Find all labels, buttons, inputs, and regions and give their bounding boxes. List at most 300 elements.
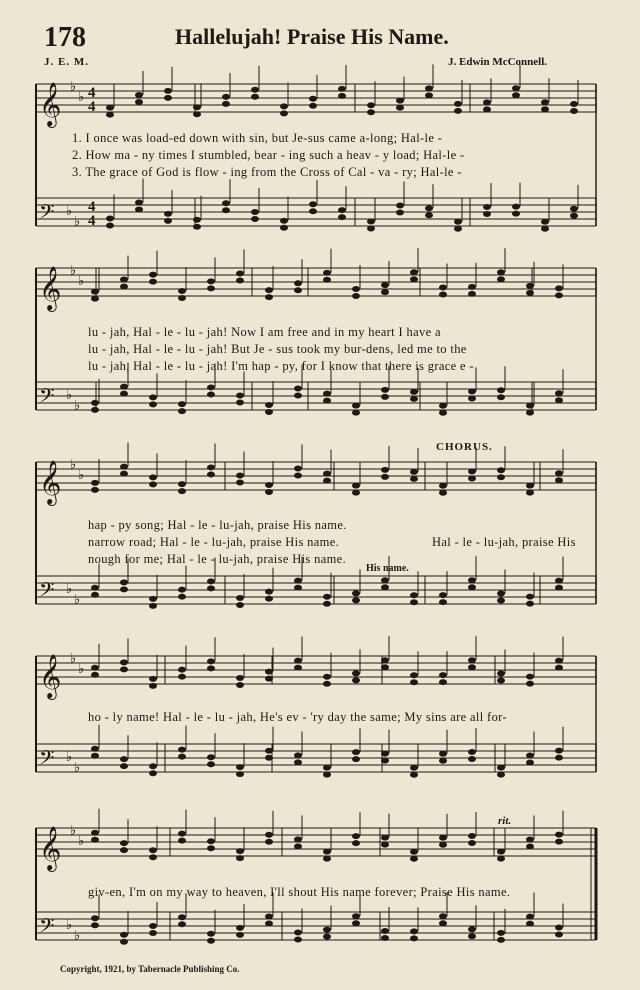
note-head (120, 763, 128, 769)
note-head (91, 746, 99, 752)
note-head (497, 598, 505, 604)
bass-clef-icon: 𝄢 (39, 384, 55, 412)
note-head (236, 682, 244, 688)
note-head (135, 207, 143, 213)
note-head (512, 204, 520, 210)
note-head (251, 216, 259, 222)
note-head (439, 599, 447, 605)
note-head (410, 672, 418, 678)
note-head (236, 480, 244, 486)
note-head (207, 754, 215, 760)
time-signature: 4 (88, 99, 96, 115)
note-head (555, 578, 563, 584)
note-head (381, 577, 389, 583)
note-head (178, 754, 186, 760)
note-head (555, 931, 563, 937)
flat-sign-icon: ♭ (74, 928, 81, 944)
note-head (468, 468, 476, 474)
note-head (222, 101, 230, 107)
note-head (323, 594, 331, 600)
note-head (439, 920, 447, 926)
note-head (555, 755, 563, 761)
note-head (323, 398, 331, 404)
note-head (106, 215, 114, 221)
note-head (526, 594, 534, 600)
flat-sign-icon: ♭ (74, 398, 81, 414)
author-credit: J. E. M. (44, 56, 89, 68)
note-head (555, 397, 563, 403)
note-head (439, 490, 447, 496)
note-head (236, 602, 244, 608)
note-head (352, 410, 360, 416)
note-head (120, 284, 128, 290)
note-head (207, 845, 215, 851)
note-head (178, 408, 186, 414)
note-head (309, 201, 317, 207)
note-head (555, 832, 563, 838)
note-head (265, 669, 273, 675)
note-head (207, 384, 215, 390)
note-head (265, 409, 273, 415)
note-head (381, 842, 389, 848)
note-head (439, 403, 447, 409)
note-head (222, 94, 230, 100)
note-head (381, 928, 389, 934)
note-head (91, 753, 99, 759)
note-head (207, 578, 215, 584)
note-head (439, 835, 447, 841)
note-head (570, 206, 578, 212)
bass-clef-icon: 𝄢 (39, 578, 55, 606)
note-head (149, 394, 157, 400)
note-head (207, 278, 215, 284)
note-head (555, 477, 563, 483)
note-head (207, 838, 215, 844)
note-head (468, 833, 476, 839)
note-head (381, 474, 389, 480)
lyric-s3-verse3: nough for me; Hal - le - lu-jah, praise His name. (88, 552, 347, 566)
note-head (91, 592, 99, 598)
note-head (294, 843, 302, 849)
note-head (294, 836, 302, 842)
note-head (178, 921, 186, 927)
time-signature: 4 (88, 213, 96, 229)
note-head (352, 403, 360, 409)
note-head (207, 585, 215, 591)
note-head (526, 483, 534, 489)
note-head (439, 284, 447, 290)
note-head (178, 747, 186, 753)
note-head (512, 85, 520, 91)
bass-clef-icon: 𝄢 (39, 914, 55, 942)
note-head (526, 674, 534, 680)
note-head (294, 386, 302, 392)
note-head (338, 93, 346, 99)
note-head (396, 98, 404, 104)
note-head (410, 592, 418, 598)
note-head (164, 218, 172, 224)
note-head (338, 214, 346, 220)
note-head (323, 270, 331, 276)
note-head (120, 586, 128, 592)
note-head (352, 756, 360, 762)
note-head (236, 855, 244, 861)
note-head (497, 387, 505, 393)
note-head (178, 914, 186, 920)
note-head (526, 490, 534, 496)
note-head (541, 99, 549, 105)
note-head (149, 854, 157, 860)
bass-clef-icon: 𝄢 (39, 200, 55, 228)
bass-cue-text: His name. (366, 563, 409, 574)
note-head (149, 683, 157, 689)
note-head (410, 928, 418, 934)
note-head (541, 226, 549, 232)
note-head (352, 670, 360, 676)
note-head (570, 108, 578, 114)
note-head (381, 282, 389, 288)
note-head (149, 676, 157, 682)
note-head (149, 930, 157, 936)
note-head (294, 393, 302, 399)
note-head (468, 933, 476, 939)
note-head (91, 487, 99, 493)
note-head (468, 749, 476, 755)
note-head (91, 407, 99, 413)
note-head (265, 921, 273, 927)
flat-sign-icon: ♭ (74, 214, 81, 230)
flat-sign-icon: ♭ (66, 918, 73, 933)
bass-clef-icon: 𝄢 (39, 746, 55, 774)
note-head (352, 749, 360, 755)
note-head (120, 932, 128, 938)
note-head (236, 675, 244, 681)
lyric-s3-verse2: narrow road; Hal - le - lu-jah, praise His name. (88, 535, 340, 549)
note-head (294, 473, 302, 479)
note-head (338, 207, 346, 213)
note-head (555, 658, 563, 664)
note-head (497, 467, 505, 473)
note-head (149, 474, 157, 480)
note-head (149, 279, 157, 285)
note-head (309, 208, 317, 214)
note-head (207, 761, 215, 767)
note-head (251, 94, 259, 100)
note-head (265, 676, 273, 682)
flat-sign-icon: ♭ (70, 263, 77, 279)
note-head (323, 391, 331, 397)
note-head (555, 665, 563, 671)
lyric-s2-verse3: lu - jah, Hal - le - lu - jah! I'm hap - py, for I know that there is grace e - (88, 359, 474, 373)
note-head (135, 99, 143, 105)
note-head (425, 85, 433, 91)
note-head (512, 92, 520, 98)
note-head (439, 842, 447, 848)
time-signature: 4 (88, 199, 96, 215)
note-head (149, 272, 157, 278)
note-head (193, 104, 201, 110)
note-head (323, 765, 331, 771)
note-head (222, 207, 230, 213)
note-head (396, 202, 404, 208)
note-head (323, 856, 331, 862)
note-head (207, 285, 215, 291)
note-head (280, 218, 288, 224)
note-head (91, 672, 99, 678)
note-head (294, 585, 302, 591)
note-head (294, 578, 302, 584)
note-head (265, 832, 273, 838)
note-head (526, 914, 534, 920)
note-head (410, 765, 418, 771)
note-head (483, 99, 491, 105)
note-head (164, 95, 172, 101)
note-head (410, 389, 418, 395)
note-head (468, 395, 476, 401)
note-head (439, 751, 447, 757)
composer-credit: J. Edwin McConnell. (448, 56, 548, 68)
note-head (265, 589, 273, 595)
flat-sign-icon: ♭ (78, 90, 85, 105)
note-head (120, 464, 128, 470)
note-head (323, 772, 331, 778)
note-head (178, 488, 186, 494)
note-head (497, 276, 505, 282)
note-head (526, 843, 534, 849)
note-head (294, 658, 302, 664)
lyric-chorus-start: Hal - le - lu-jah, praise His (432, 535, 576, 549)
note-head (555, 470, 563, 476)
treble-clef-icon: 𝄞 (39, 266, 62, 310)
note-head (497, 678, 505, 684)
note-head (323, 934, 331, 940)
note-head (410, 599, 418, 605)
note-head (381, 935, 389, 941)
lyric-s1-verse1: 1. I once was load-ed down with sin, but Je-sus came a-long; Hal-le - (72, 131, 443, 145)
flat-sign-icon: ♭ (78, 274, 85, 289)
ritardando-mark: rit. (498, 815, 512, 827)
note-head (265, 482, 273, 488)
note-head (207, 658, 215, 664)
note-head (410, 856, 418, 862)
note-head (294, 287, 302, 293)
note-head (526, 921, 534, 927)
note-head (265, 839, 273, 845)
note-head (280, 225, 288, 231)
note-head (352, 490, 360, 496)
treble-clef-icon: 𝄞 (39, 654, 62, 698)
note-head (222, 200, 230, 206)
note-head (526, 681, 534, 687)
note-head (193, 217, 201, 223)
note-head (178, 587, 186, 593)
note-head (410, 276, 418, 282)
note-head (439, 410, 447, 416)
note-head (164, 88, 172, 94)
note-head (555, 839, 563, 845)
note-head (120, 384, 128, 390)
note-head (410, 935, 418, 941)
note-head (367, 109, 375, 115)
note-head (265, 402, 273, 408)
note-head (309, 96, 317, 102)
note-head (91, 922, 99, 928)
note-head (236, 271, 244, 277)
chorus-label: CHORUS. (436, 441, 493, 453)
note-head (396, 105, 404, 111)
note-head (468, 388, 476, 394)
note-head (381, 664, 389, 670)
note-head (410, 849, 418, 855)
note-head (512, 211, 520, 217)
note-head (294, 665, 302, 671)
note-head (555, 748, 563, 754)
note-head (454, 219, 462, 225)
note-head (468, 291, 476, 297)
note-head (294, 280, 302, 286)
note-head (236, 771, 244, 777)
note-head (149, 847, 157, 853)
flat-sign-icon: ♭ (70, 457, 77, 473)
note-head (468, 657, 476, 663)
note-head (468, 840, 476, 846)
flat-sign-icon: ♭ (66, 204, 73, 219)
note-head (251, 209, 259, 215)
note-head (236, 595, 244, 601)
note-head (410, 396, 418, 402)
note-head (439, 679, 447, 685)
note-head (352, 286, 360, 292)
flat-sign-icon: ♭ (66, 582, 73, 597)
note-head (381, 835, 389, 841)
note-head (91, 289, 99, 295)
flat-sign-icon: ♭ (70, 79, 77, 95)
note-head (294, 930, 302, 936)
note-head (207, 464, 215, 470)
note-head (468, 577, 476, 583)
note-head (265, 755, 273, 761)
note-head (497, 765, 505, 771)
note-head (207, 471, 215, 477)
note-head (439, 672, 447, 678)
note-head (526, 290, 534, 296)
note-head (178, 667, 186, 673)
note-head (149, 770, 157, 776)
note-head (497, 474, 505, 480)
note-head (207, 665, 215, 671)
note-head (381, 584, 389, 590)
note-head (265, 748, 273, 754)
note-head (555, 924, 563, 930)
note-head (323, 478, 331, 484)
note-head (497, 937, 505, 943)
note-head (483, 211, 491, 217)
note-head (106, 112, 114, 118)
note-head (178, 401, 186, 407)
note-head (149, 401, 157, 407)
note-head (135, 92, 143, 98)
note-head (178, 288, 186, 294)
note-head (367, 218, 375, 224)
note-head (193, 111, 201, 117)
note-head (425, 212, 433, 218)
hymn-title: Hallelujah! Praise His Name. (175, 24, 449, 49)
note-head (149, 603, 157, 609)
note-head (541, 106, 549, 112)
note-head (497, 671, 505, 677)
note-head (323, 927, 331, 933)
note-head (91, 837, 99, 843)
note-head (381, 758, 389, 764)
note-head (265, 489, 273, 495)
note-head (135, 200, 143, 206)
lyric-s1-verse2: 2. How ma - ny times I stumbled, bear - ing such a heav - y load; Hal-le - (72, 148, 465, 162)
flat-sign-icon: ♭ (74, 760, 81, 776)
note-head (526, 836, 534, 842)
note-head (468, 926, 476, 932)
note-head (352, 840, 360, 846)
note-head (149, 923, 157, 929)
note-head (120, 847, 128, 853)
note-head (381, 657, 389, 663)
note-head (236, 932, 244, 938)
note-head (120, 391, 128, 397)
note-head (497, 394, 505, 400)
note-head (236, 400, 244, 406)
note-head (106, 105, 114, 111)
note-head (468, 475, 476, 481)
note-head (352, 483, 360, 489)
note-head (236, 393, 244, 399)
note-head (497, 856, 505, 862)
note-head (178, 838, 186, 844)
note-head (120, 756, 128, 762)
note-head (367, 102, 375, 108)
note-head (497, 849, 505, 855)
note-head (526, 752, 534, 758)
note-head (410, 476, 418, 482)
flat-sign-icon: ♭ (78, 468, 85, 483)
note-head (91, 665, 99, 671)
note-head (207, 938, 215, 944)
flat-sign-icon: ♭ (70, 823, 77, 839)
note-head (381, 387, 389, 393)
note-head (396, 209, 404, 215)
note-head (120, 666, 128, 672)
note-head (323, 601, 331, 607)
note-head (410, 269, 418, 275)
note-head (425, 92, 433, 98)
note-head (236, 278, 244, 284)
flat-sign-icon: ♭ (74, 592, 81, 608)
note-head (497, 930, 505, 936)
note-head (106, 222, 114, 228)
note-head (91, 400, 99, 406)
note-head (236, 848, 244, 854)
note-head (149, 481, 157, 487)
note-head (265, 596, 273, 602)
note-head (207, 931, 215, 937)
note-head (294, 759, 302, 765)
note-head (468, 756, 476, 762)
note-head (526, 283, 534, 289)
note-head (178, 594, 186, 600)
lyric-s3-verse1: hap - py song; Hal - le - lu-jah, praise His name. (88, 518, 347, 532)
note-head (381, 289, 389, 295)
flat-sign-icon: ♭ (66, 388, 73, 403)
note-head (468, 284, 476, 290)
note-head (120, 471, 128, 477)
